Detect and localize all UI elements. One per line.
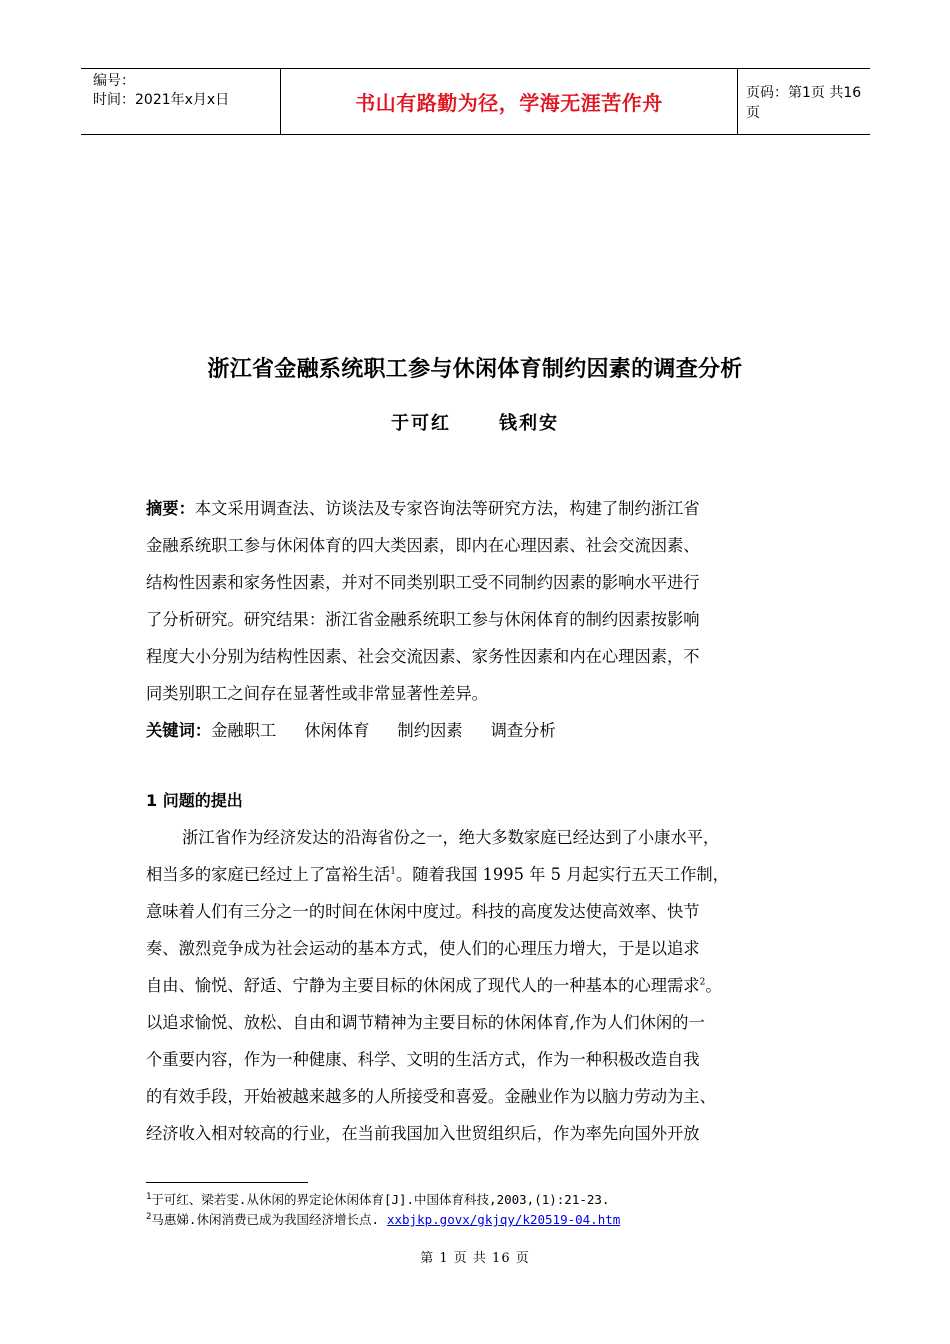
body-line: 意味着人们有三分之一的时间在休闲中度过。科技的高度发达使高效率、快节: [146, 902, 700, 921]
body-line: 奏、激烈竞争成为社会运动的基本方式，使人们的心理压力增大，于是以追求: [146, 939, 700, 958]
authors: [0, 409, 950, 435]
abstract: [146, 490, 826, 712]
abstract-line: 结构性因素和家务性因素，并对不同类别职工受不同制约因素的影响水平进行: [146, 573, 700, 592]
body-line: 个重要内容，作为一种健康、科学、文明的生活方式，作为一种积极改造自我: [146, 1050, 700, 1069]
keyword: 休闲体育: [304, 721, 370, 740]
abstract-line: 程度大小分别为结构性因素、社会交流因素、家务性因素和内在心理因素，不: [146, 647, 700, 666]
body-line: 的有效手段，开始被越来越多的人所接受和喜爱。金融业作为以脑力劳动为主、: [146, 1087, 716, 1106]
header-number-label: 编号：: [93, 73, 135, 89]
footnote-link[interactable]: xxbjkp.govx/gkjqy/k20519-04.htm: [386, 1212, 621, 1227]
document-header: [81, 68, 870, 135]
body-line: 经济收入相对较高的行业，在当前我国加入世贸组织后，作为率先向国外开放: [146, 1124, 700, 1143]
header-motto: 书山有路勤为径，学海无涯苦作舟: [281, 69, 738, 134]
body-line: 浙江省作为经济发达的沿海省份之一，绝大多数家庭已经达到了小康水平，: [182, 828, 720, 847]
author-name: 钱利安: [499, 413, 559, 434]
author-name: 于可红: [391, 413, 451, 434]
abstract-line: 摘要：本文采用调查法、访谈法及专家咨询法等研究方法，构建了制约浙江省: [146, 499, 700, 518]
abstract-line: 同类别职工之间存在显著性或非常显著性差异。: [146, 684, 488, 703]
body-line: 自由、愉悦、舒适、宁静为主要目标的休闲成了现代人的一种基本的心理需求$^2$。: [146, 976, 722, 995]
body-line: 以追求愉悦、放松、自由和调节精神为主要目标的休闲体育,作为人们休闲的一: [146, 1013, 705, 1032]
keyword: 调查分析: [490, 721, 556, 740]
abstract-line: 了分析研究。研究结果：浙江省金融系统职工参与休闲体育的制约因素按影响: [146, 610, 700, 629]
page-footer: 第 1 页 共 16 页: [420, 1251, 530, 1266]
header-page-info: 页码：第1页 共16页: [746, 84, 862, 121]
footnote-mark[interactable]: 1: [390, 866, 396, 877]
body-line: 相当多的家庭已经过上了富裕生活$^1$。随着我国 1995 年 5 月起实行五天工作制，: [146, 865, 729, 884]
section-body: [146, 819, 826, 1152]
header-date: 时间：2021年x月x日: [93, 92, 230, 108]
keywords-label: 关键词：: [146, 721, 212, 740]
abstract-label: 摘要：: [146, 499, 195, 518]
abstract-line: 金融系统职工参与休闲体育的四大类因素，即内在心理因素、社会交流因素、: [146, 536, 700, 555]
header-meta-cell: [81, 69, 281, 134]
keyword: 制约因素: [397, 721, 463, 740]
footnote-divider: [146, 1182, 308, 1183]
keyword: 金融职工: [211, 721, 277, 740]
footnote-2: $^2$马惠娣.休闲消费已成为我国经济增长点. xxbjkp.govx/gkjqy/k20519-04.htm: [146, 1211, 621, 1227]
footnote-1: $^1$于可红、梁若雯.从休闲的界定论休闲体育[J].中国体育科技,2003,(1):21-23.: [146, 1191, 610, 1207]
footnote-mark[interactable]: 2: [699, 977, 706, 988]
section-heading: 1 问题的提出: [146, 791, 243, 810]
keywords: [146, 712, 826, 749]
paper-title: 浙江省金融系统职工参与休闲体育制约因素的调查分析: [207, 357, 743, 382]
